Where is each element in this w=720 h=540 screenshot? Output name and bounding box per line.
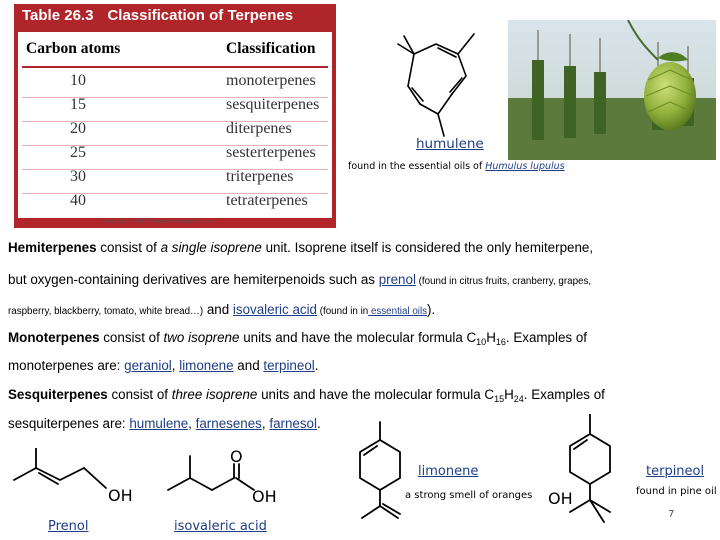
sesquiterpenes-line-2 bbox=[8, 416, 321, 431]
essential-oils-link[interactable]: essential oils bbox=[368, 306, 428, 317]
classification: monoterpenes bbox=[226, 72, 316, 89]
text-span: and bbox=[233, 358, 264, 373]
subscript: 16 bbox=[495, 337, 506, 347]
column-header-classification: Classification bbox=[226, 40, 316, 57]
text-span: . Examples of bbox=[505, 330, 587, 345]
humulus-note-prefix: found in the essential oils of bbox=[348, 161, 486, 172]
subscript: 10 bbox=[476, 337, 487, 347]
limonene-structure bbox=[350, 420, 410, 536]
humulene-structure bbox=[378, 14, 494, 138]
header-rule bbox=[22, 66, 328, 68]
text-span: two isoprene bbox=[163, 330, 240, 345]
classification: triterpenes bbox=[226, 168, 294, 185]
hemiterpenes-line-1 bbox=[8, 240, 593, 255]
table-title bbox=[22, 7, 293, 24]
carbon-count: 20 bbox=[70, 120, 86, 137]
text-span: consist of bbox=[107, 387, 172, 402]
text-span: . bbox=[316, 416, 321, 431]
text-span: , bbox=[188, 416, 196, 431]
monoterpenes-term: Monoterpenes bbox=[8, 330, 100, 345]
table-row bbox=[18, 72, 332, 96]
table-row bbox=[18, 168, 332, 192]
classification: sesquiterpenes bbox=[226, 96, 320, 113]
text-span: (found in citrus fruits, cranberry, grapes, bbox=[415, 276, 592, 287]
text-span: consist of bbox=[99, 330, 164, 345]
isovaleric-acid-label[interactable]: isovaleric acid bbox=[174, 519, 267, 534]
text-span: H bbox=[504, 387, 514, 402]
prenol-link[interactable]: prenol bbox=[378, 272, 416, 287]
classification: diterpenes bbox=[226, 120, 292, 137]
hemiterpenes-line-3 bbox=[8, 302, 435, 317]
text-span: . bbox=[314, 358, 319, 373]
subscript: 15 bbox=[494, 394, 505, 404]
humulus-lupulus-link[interactable]: Humulus lupulus bbox=[485, 161, 565, 172]
terpineol-structure bbox=[548, 414, 640, 526]
carbon-count: 10 bbox=[70, 72, 86, 89]
geraniol-link[interactable]: geraniol bbox=[124, 358, 172, 373]
classification: tetraterpenes bbox=[226, 192, 308, 209]
carbon-count: 25 bbox=[70, 144, 86, 161]
text-span: raspberry, blackberry, tomato, white bread…) bbox=[8, 306, 204, 317]
hemiterpenes-line-2 bbox=[8, 272, 591, 287]
text-span: a single isoprene bbox=[160, 240, 262, 255]
humulus-note bbox=[348, 161, 565, 172]
text-span: and bbox=[203, 302, 233, 317]
limonene-link[interactable]: limonene bbox=[179, 358, 234, 373]
table-row bbox=[18, 144, 332, 168]
prenol-oh-label: OH bbox=[108, 486, 133, 505]
text-span: units and have the molecular formula C bbox=[239, 330, 477, 345]
terpene-classification-table bbox=[14, 4, 336, 228]
humulene-label[interactable]: humulene bbox=[416, 136, 484, 152]
text-span: three isoprene bbox=[171, 387, 258, 402]
table-row bbox=[18, 120, 332, 144]
prenol-label[interactable]: Prenol bbox=[48, 519, 89, 534]
terpineol-oh-label: OH bbox=[548, 489, 573, 508]
terpineol-label[interactable]: terpineol bbox=[646, 464, 705, 479]
carbon-count: 30 bbox=[70, 168, 86, 185]
text-span: ). bbox=[427, 302, 436, 317]
text-span: unit. Isoprene itself is considered the only hemiterpene, bbox=[261, 240, 594, 255]
monoterpenes-line-2 bbox=[8, 358, 318, 373]
text-span: units and have the molecular formula C bbox=[257, 387, 495, 402]
monoterpenes-line-1 bbox=[8, 330, 587, 347]
isovaleric-acid-link[interactable]: isovaleric acid bbox=[232, 302, 318, 317]
subscript: 24 bbox=[513, 394, 524, 404]
carbon-count: 40 bbox=[70, 192, 86, 209]
text-span: H bbox=[486, 330, 496, 345]
farnesol-link[interactable]: farnesol bbox=[269, 416, 317, 431]
text-span: , bbox=[261, 416, 270, 431]
hemiterpenes-term: Hemiterpenes bbox=[8, 240, 97, 255]
page-number: 7 bbox=[668, 509, 675, 520]
isovaleric-o-label: O bbox=[230, 448, 243, 466]
copyright-note: Copyright © 2007 Pearson Prentice Hall, Inc. bbox=[104, 219, 217, 225]
text-span: (found in in bbox=[317, 306, 369, 317]
classification: sesterterpenes bbox=[226, 144, 316, 161]
table-number: Table 26.3 bbox=[22, 7, 94, 24]
prenol-structure bbox=[10, 448, 150, 512]
table-body bbox=[18, 32, 332, 218]
terpineol-note: found in pine oil bbox=[636, 486, 717, 497]
table-title-text: Classification of Terpenes bbox=[107, 7, 294, 24]
hops-plant-photo bbox=[508, 20, 716, 160]
text-span: monoterpenes are: bbox=[8, 358, 125, 373]
isovaleric-acid-structure bbox=[160, 448, 284, 512]
limonene-note: a strong smell of oranges bbox=[405, 490, 533, 501]
table-row bbox=[18, 192, 332, 216]
text-span: consist of bbox=[96, 240, 161, 255]
carbon-count: 15 bbox=[70, 96, 86, 113]
limonene-label[interactable]: limonene bbox=[418, 464, 479, 479]
column-header-carbon: Carbon atoms bbox=[26, 40, 121, 57]
sesquiterpenes-term: Sesquiterpenes bbox=[8, 387, 108, 402]
text-span: sesquiterpenes are: bbox=[8, 416, 130, 431]
table-row bbox=[18, 96, 332, 120]
text-span: . Examples of bbox=[523, 387, 605, 402]
isovaleric-oh-label: OH bbox=[252, 487, 277, 506]
text-span: but oxygen-containing derivatives are hemiterpenoids such as bbox=[8, 272, 379, 287]
farnesenes-link[interactable]: farnesenes bbox=[195, 416, 262, 431]
sesquiterpenes-line-1 bbox=[8, 387, 605, 404]
humulene-link[interactable]: humulene bbox=[129, 416, 189, 431]
text-span: , bbox=[171, 358, 180, 373]
terpineol-link[interactable]: terpineol bbox=[263, 358, 315, 373]
